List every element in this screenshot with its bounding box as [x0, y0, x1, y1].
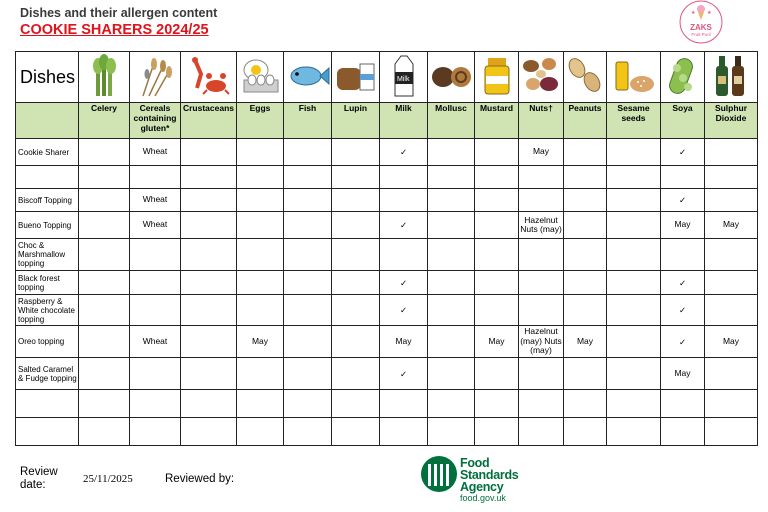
col-header-mollusc: Mollusc: [428, 103, 475, 139]
allergen-cell: [428, 212, 475, 239]
allergen-cell: [79, 166, 130, 189]
allergen-cell: [79, 271, 130, 295]
allergen-cell: Wheat: [130, 189, 181, 212]
allergen-cell: [428, 358, 475, 390]
allergen-table-body: [16, 139, 758, 446]
allergen-cell: [607, 166, 661, 189]
allergen-cell: [79, 418, 130, 446]
fsa-name: [460, 457, 518, 493]
allergen-cell: [428, 418, 475, 446]
allergen-cell: [79, 189, 130, 212]
allergen-cell: [607, 418, 661, 446]
allergen-cell: [705, 166, 758, 189]
col-header-eggs: Eggs: [237, 103, 284, 139]
fsa-website: food.gov.uk: [460, 493, 506, 503]
allergen-cell: [705, 139, 758, 166]
allergen-cell: [181, 326, 237, 358]
peanut-icon: [564, 52, 607, 103]
allergen-cell: [564, 295, 607, 326]
allergen-header-row: [16, 103, 758, 139]
col-header-mustard: Mustard: [475, 103, 519, 139]
col-header-fish: Fish: [284, 103, 332, 139]
allergen-cell: [79, 326, 130, 358]
allergen-cell: [181, 239, 237, 271]
allergen-cell: May: [380, 326, 428, 358]
svg-text:Milk: Milk: [396, 76, 409, 83]
fsa-emblem-icon: [420, 454, 458, 498]
allergen-cell: [237, 418, 284, 446]
allergen-cell: [705, 295, 758, 326]
table-row: [16, 295, 758, 326]
allergen-cell: [564, 212, 607, 239]
fsa-line1: Food: [460, 456, 490, 470]
crab-lobster-icon: [181, 52, 237, 103]
allergen-cell: [661, 390, 705, 418]
allergen-cell: [607, 189, 661, 212]
allergen-cell: [284, 189, 332, 212]
allergen-cell: May: [661, 358, 705, 390]
allergen-cell: May: [705, 212, 758, 239]
zaks-logo: [674, 0, 728, 44]
allergen-cell: [181, 212, 237, 239]
allergen-cell: [607, 295, 661, 326]
logo-tagline: Fruit Pool: [691, 32, 711, 37]
dish-name-cell: Bueno Topping: [16, 212, 79, 239]
allergen-cell: [380, 239, 428, 271]
allergen-cell: [130, 418, 181, 446]
allergen-cell: ✓: [380, 212, 428, 239]
col-header-sesame: Sesame seeds: [607, 103, 661, 139]
allergen-cell: [332, 390, 380, 418]
table-row: [16, 139, 758, 166]
allergen-cell: [181, 189, 237, 212]
soya-icon: [661, 52, 705, 103]
allergen-cell: [284, 139, 332, 166]
allergen-cell: [705, 189, 758, 212]
allergen-cell: [332, 418, 380, 446]
allergen-cell: [237, 212, 284, 239]
allergen-cell: [181, 418, 237, 446]
allergen-cell: [237, 358, 284, 390]
dish-name-cell: Choc & Marshmallow topping: [16, 239, 79, 271]
allergen-cell: [284, 390, 332, 418]
fsa-logo: [420, 454, 520, 504]
allergen-cell: [380, 189, 428, 212]
allergen-cell: [428, 166, 475, 189]
celery-icon: [79, 52, 130, 103]
dish-name-cell: Black forest topping: [16, 271, 79, 295]
allergen-cell: [284, 271, 332, 295]
allergen-cell: [519, 189, 564, 212]
allergen-cell: [237, 295, 284, 326]
allergen-cell: [705, 239, 758, 271]
allergen-cell: ✓: [380, 139, 428, 166]
col-header-milk: Milk: [380, 103, 428, 139]
allergen-cell: [332, 271, 380, 295]
table-row: [16, 239, 758, 271]
allergen-cell: [79, 390, 130, 418]
col-header-sulphur: Sulphur Dioxide: [705, 103, 758, 139]
allergen-cell: [607, 271, 661, 295]
col-header-celery: Celery: [79, 103, 130, 139]
col-header-nuts: Nuts†: [519, 103, 564, 139]
allergen-cell: [661, 166, 705, 189]
allergen-cell: [564, 418, 607, 446]
allergen-cell: [237, 166, 284, 189]
allergen-cell: Wheat: [130, 326, 181, 358]
allergen-cell: ✓: [380, 358, 428, 390]
allergen-cell: [79, 358, 130, 390]
dish-name-cell: Cookie Sharer: [16, 139, 79, 166]
allergen-cell: [475, 295, 519, 326]
allergen-cell: [237, 239, 284, 271]
col-header-peanuts: Peanuts: [564, 103, 607, 139]
nuts-icon: [519, 52, 564, 103]
allergen-cell: [428, 295, 475, 326]
wheat-icon: [130, 52, 181, 103]
allergen-cell: [607, 390, 661, 418]
allergen-cell: ✓: [661, 139, 705, 166]
allergen-cell: [519, 358, 564, 390]
allergen-cell: May: [564, 326, 607, 358]
reviewed-by-label: Reviewed by:: [165, 473, 235, 485]
allergen-cell: [475, 358, 519, 390]
wine-bottle-icon: [705, 52, 758, 103]
icon-row: [16, 52, 758, 103]
allergen-cell: May: [661, 212, 705, 239]
allergen-cell: [380, 418, 428, 446]
table-row: [16, 358, 758, 390]
sesame-icon: [607, 52, 661, 103]
allergen-cell: [607, 139, 661, 166]
allergen-cell: [130, 271, 181, 295]
allergen-cell: [428, 239, 475, 271]
table-row: [16, 418, 758, 446]
allergen-cell: May: [237, 326, 284, 358]
dish-name-cell: Oreo topping: [16, 326, 79, 358]
table-row: [16, 166, 758, 189]
allergen-cell: [475, 166, 519, 189]
allergen-cell: May: [705, 326, 758, 358]
allergen-cell: [475, 212, 519, 239]
allergen-cell: [607, 212, 661, 239]
logo-name: ZAKS: [690, 23, 712, 32]
allergen-cell: [705, 418, 758, 446]
allergen-cell: [607, 239, 661, 271]
mustard-jar-icon: [475, 52, 519, 103]
allergen-cell: [428, 271, 475, 295]
allergen-cell: [332, 326, 380, 358]
dishes-heading: Dishes: [16, 52, 79, 103]
col-header-lupin: Lupin: [332, 103, 380, 139]
allergen-cell: [519, 418, 564, 446]
allergen-cell: [79, 212, 130, 239]
allergen-cell: [181, 166, 237, 189]
allergen-cell: [130, 390, 181, 418]
allergen-cell: Wheat: [130, 212, 181, 239]
allergen-cell: [332, 139, 380, 166]
dish-name-cell: Biscoff Topping: [16, 189, 79, 212]
table-row: [16, 271, 758, 295]
col-header-soya: Soya: [661, 103, 705, 139]
shell-icon: [428, 52, 475, 103]
allergen-cell: [332, 189, 380, 212]
allergen-cell: ✓: [661, 271, 705, 295]
table-row: [16, 326, 758, 358]
col-header-crustaceans: Crustaceans: [181, 103, 237, 139]
allergen-cell: [475, 139, 519, 166]
allergen-cell: [428, 139, 475, 166]
allergen-cell: [237, 189, 284, 212]
allergen-cell: [705, 358, 758, 390]
allergen-cell: [284, 212, 332, 239]
allergen-cell: [79, 295, 130, 326]
allergen-cell: [79, 139, 130, 166]
allergen-cell: [181, 390, 237, 418]
allergen-cell: [428, 390, 475, 418]
allergen-cell: [332, 212, 380, 239]
allergen-table: [15, 51, 758, 446]
allergen-cell: [332, 239, 380, 271]
page-title: Dishes and their allergen content: [20, 6, 218, 20]
allergen-cell: [130, 358, 181, 390]
allergen-cell: [79, 239, 130, 271]
allergen-cell: [237, 139, 284, 166]
allergen-cell: May: [475, 326, 519, 358]
allergen-cell: [564, 358, 607, 390]
table-row: [16, 390, 758, 418]
fsa-line3: Agency: [460, 480, 504, 494]
header-blank-cell: [16, 103, 79, 139]
allergen-cell: [564, 239, 607, 271]
table-row: [16, 189, 758, 212]
allergen-cell: [237, 271, 284, 295]
allergen-cell: [564, 189, 607, 212]
allergen-cell: ✓: [380, 295, 428, 326]
allergen-cell: [284, 295, 332, 326]
allergen-cell: [237, 390, 284, 418]
allergen-cell: Hazelnut (may) Nuts (may): [519, 326, 564, 358]
dish-name-cell: [16, 390, 79, 418]
page-subtitle: COOKIE SHARERS 2024/25: [20, 22, 209, 38]
allergen-cell: [284, 358, 332, 390]
allergen-cell: [130, 295, 181, 326]
allergen-cell: [428, 189, 475, 212]
allergen-cell: ✓: [661, 326, 705, 358]
dish-name-cell: Raspberry & White chocolate topping: [16, 295, 79, 326]
allergen-cell: ✓: [661, 295, 705, 326]
allergen-cell: [284, 166, 332, 189]
allergen-cell: [705, 390, 758, 418]
allergen-cell: [181, 139, 237, 166]
table-row: [16, 212, 758, 239]
allergen-cell: Hazelnut Nuts (may): [519, 212, 564, 239]
col-header-cereals: Cereals containing gluten*: [130, 103, 181, 139]
allergen-cell: [380, 166, 428, 189]
allergen-cell: [130, 166, 181, 189]
svg-text:★: ★: [707, 10, 712, 16]
allergen-cell: [332, 358, 380, 390]
allergen-cell: [332, 295, 380, 326]
allergen-cell: [607, 326, 661, 358]
fish-icon: [284, 52, 332, 103]
dish-name-cell: [16, 418, 79, 446]
allergen-cell: [564, 390, 607, 418]
allergen-cell: [519, 239, 564, 271]
allergen-cell: [607, 358, 661, 390]
eggs-icon: [237, 52, 284, 103]
allergen-cell: [519, 166, 564, 189]
allergen-cell: [519, 295, 564, 326]
allergen-cell: [475, 390, 519, 418]
allergen-cell: Wheat: [130, 139, 181, 166]
allergen-cell: [705, 271, 758, 295]
allergen-cell: [564, 139, 607, 166]
allergen-cell: [661, 239, 705, 271]
allergen-cell: [181, 271, 237, 295]
allergen-cell: [130, 239, 181, 271]
allergen-cell: [380, 390, 428, 418]
allergen-cell: [519, 390, 564, 418]
review-date-label: Review date:: [20, 466, 58, 491]
lupin-bread-icon: [332, 52, 380, 103]
allergen-cell: [475, 189, 519, 212]
allergen-cell: [284, 418, 332, 446]
fsa-line2: Standards: [460, 468, 519, 482]
allergen-cell: [475, 418, 519, 446]
allergen-cell: May: [519, 139, 564, 166]
allergen-cell: [564, 271, 607, 295]
allergen-cell: [428, 326, 475, 358]
allergen-cell: [519, 271, 564, 295]
dish-name-cell: [16, 166, 79, 189]
dish-name-cell: Salted Caramel & Fudge topping: [16, 358, 79, 390]
allergen-cell: [564, 166, 607, 189]
allergen-cell: [181, 358, 237, 390]
allergen-cell: ✓: [661, 189, 705, 212]
review-date-value: 25/11/2025: [83, 473, 133, 485]
allergen-cell: [181, 295, 237, 326]
allergen-cell: [661, 418, 705, 446]
ice-cream-icon: [674, 0, 728, 44]
allergen-cell: [475, 271, 519, 295]
allergen-cell: [475, 239, 519, 271]
allergen-cell: ✓: [380, 271, 428, 295]
svg-text:★: ★: [691, 10, 696, 16]
allergen-cell: [284, 326, 332, 358]
allergen-cell: [332, 166, 380, 189]
milk-bottle-icon: [380, 52, 428, 103]
allergen-cell: [284, 239, 332, 271]
